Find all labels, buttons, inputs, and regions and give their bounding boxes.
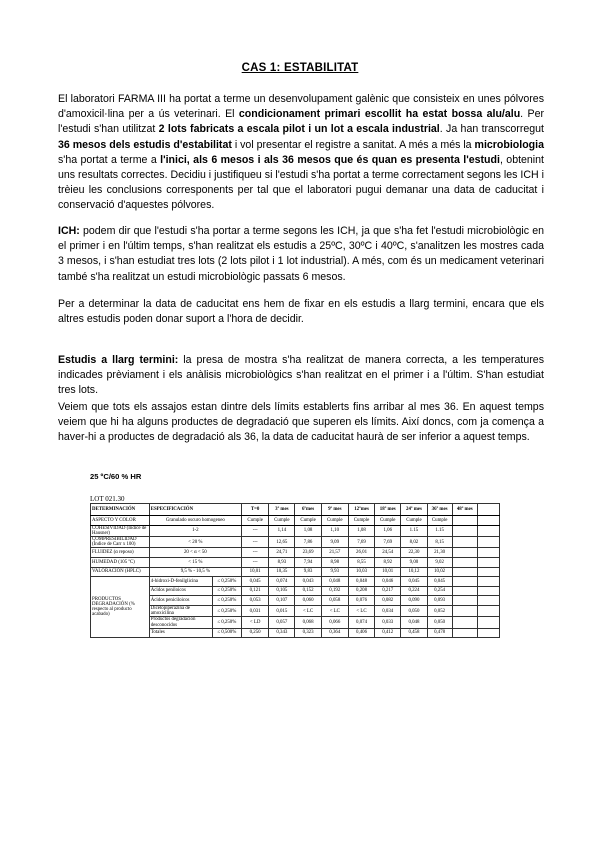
value-cell: 24,71 (269, 548, 295, 558)
value-cell: 10,12 (401, 567, 427, 577)
spacer-cell (477, 567, 499, 577)
value-cell: 0,076 (348, 596, 374, 606)
bold-text: Estudis a llarg termini: (58, 354, 179, 366)
value-cell: Cumple (321, 516, 348, 526)
row-name: FLUIDEZ (α reposo) (91, 548, 150, 558)
value-cell: 0,121 (242, 586, 269, 596)
value-cell: 8,15 (427, 537, 452, 548)
table-caption: 25 ºC/60 % HR (90, 472, 142, 481)
value-cell: 0,107 (269, 596, 295, 606)
value-cell: 0,066 (321, 617, 348, 628)
product-name: Ácidos peniloicos (149, 586, 212, 596)
value-cell: < LC (321, 605, 348, 616)
value-cell: 0,208 (348, 586, 374, 596)
document-title: CAS 1: ESTABILITAT (241, 62, 359, 74)
value-cell (452, 586, 477, 596)
row-spec: 9,5 % - 10,5 % (149, 567, 241, 577)
product-limit: ≤ 0,500% (212, 628, 241, 638)
header-m6: 6ºmes (295, 504, 321, 516)
text: la presa de mostra s'ha realitzat de manera correcta, a les temperatures indicades prèviament i els anàlisis microbiològics s'han realitzat en el primer i a l'últim. S'han estudiat tres lots. (58, 354, 544, 397)
value-cell: 0,045 (427, 577, 452, 587)
paragraph-caducitat: Per a determinar la data de caducitat ens hem de fixar en els estudis a llarg termini, encara que els altres estudis poden donar suport a l'hora de decidir. (58, 298, 544, 326)
value-cell (452, 558, 477, 568)
value-cell (452, 617, 477, 628)
value-cell: Cumple (401, 516, 427, 526)
value-cell: 10,01 (242, 567, 269, 577)
row-name: ASPECTO Y COLOR (91, 516, 150, 526)
value-cell (452, 548, 477, 558)
header-determinacion: DETERMINACIÓN (91, 504, 150, 516)
value-cell: 1,14 (269, 525, 295, 536)
value-cell: 10,01 (375, 567, 401, 577)
header-spacer (477, 504, 499, 516)
value-cell: 0,046 (375, 577, 401, 587)
value-cell (452, 596, 477, 606)
value-cell: 7,94 (295, 558, 321, 568)
table-row (91, 537, 500, 548)
text: , obtenint uns resultats correctes. Decidiu i justifiqueu si l'estudi s'ha portat a terme correctament segons les ICH i trèieu les conclusions corresponents per tal que el laboratori pugui demanar una data de caducitat i conservació d'aquestes pólvores. (58, 153, 544, 212)
spacer-cell (477, 617, 499, 628)
table-row (91, 525, 500, 536)
spacer-cell (477, 605, 499, 616)
table-row (91, 548, 500, 558)
table-row (91, 605, 500, 616)
text: . Per l'estudi s'han utilitzat (58, 108, 544, 136)
paragraph-intro (58, 92, 544, 214)
table-row (91, 617, 500, 628)
value-cell: 8,92 (375, 558, 401, 568)
value-cell: Cumple (427, 516, 452, 526)
value-cell: 0,048 (321, 577, 348, 587)
stability-table (90, 503, 500, 638)
value-cell: 0,323 (295, 628, 321, 638)
row-spec: < 15 % (149, 558, 241, 568)
value-cell: 8,98 (321, 558, 348, 568)
table-body (91, 516, 500, 638)
value-cell: 7,69 (375, 537, 401, 548)
text: podem dir que l'estudi s'ha portar a terme segons les ICH, ja que s'ha fet l'estudi microbiològic en el primer i en l'últim temps, s'han realitzat els estudis a 25ºC, 30ºC i 40ºC, s'analitzen les mostres cada 3 mesos, i s'han estudiat tres lots (2 lots pilot i 1 lot industrial). A més, com és un medicament veterinari també s'ha realitzat un estudi microbiològic passats 6 mesos. (58, 225, 544, 283)
spacer-cell (477, 586, 499, 596)
value-cell: 0,053 (242, 596, 269, 606)
value-cell (452, 525, 477, 536)
value-cell: Cumple (242, 516, 269, 526)
value-cell: 23,69 (295, 548, 321, 558)
value-cell: 0,074 (348, 617, 374, 628)
header-m48: 48º mes (452, 504, 477, 516)
value-cell: 0,068 (295, 617, 321, 628)
spacer-cell (477, 577, 499, 587)
value-cell: 0,052 (427, 605, 452, 616)
value-cell: 1,10 (321, 525, 348, 536)
value-cell: --- (242, 548, 269, 558)
value-cell: 0,031 (242, 605, 269, 616)
product-name: Dicetopiperazina de amoxicilina (149, 605, 212, 616)
header-m24: 24º mes (401, 504, 427, 516)
value-cell: 26,01 (348, 548, 374, 558)
row-name: VALORACIÓN (HPLC) (91, 567, 150, 577)
row-name: COHESIVIDAD (Índice de Hausner) (91, 525, 150, 536)
header-m9: 9º mes (321, 504, 348, 516)
product-limit: ≤ 0,250% (212, 586, 241, 596)
spacer-cell (477, 537, 499, 548)
value-cell (452, 628, 477, 638)
paragraph-llarg-termini (58, 353, 544, 399)
value-cell: < LC (295, 605, 321, 616)
value-cell (452, 537, 477, 548)
value-cell: 0,406 (348, 628, 374, 638)
value-cell: 0,412 (375, 628, 401, 638)
bold-text: l'inici, als 6 mesos i als 36 mesos que és quan es presenta l'estudi (160, 153, 500, 166)
table-header-row (91, 504, 500, 516)
value-cell: 0,093 (427, 596, 452, 606)
value-cell: 21,57 (321, 548, 348, 558)
value-cell: 0,105 (269, 586, 295, 596)
value-cell: 0,045 (401, 577, 427, 587)
table-row (91, 558, 500, 568)
header-especificacion: ESPECIFICACIÓN (149, 504, 241, 516)
value-cell: 10,35 (269, 567, 295, 577)
spacer-cell (477, 596, 499, 606)
value-cell: 0,254 (427, 586, 452, 596)
row-spec: < 20 % (149, 537, 241, 548)
bold-text: 36 mesos dels estudis d'estabilitat (58, 138, 232, 151)
row-spec: 20 < α < 50 (149, 548, 241, 558)
product-name: Ácidos peniciloicos (149, 596, 212, 606)
table-row (91, 596, 500, 606)
text: i vol presentar el registre a sanitat. A més a més la (231, 138, 475, 151)
lot-label: LOT 021.30 (90, 495, 125, 503)
value-cell: 0,060 (295, 596, 321, 606)
spacer-cell (477, 548, 499, 558)
value-cell: --- (242, 537, 269, 548)
value-cell: 0,050 (427, 617, 452, 628)
value-cell: < LD (242, 617, 269, 628)
value-cell: 8,02 (401, 537, 427, 548)
value-cell: Cumple (375, 516, 401, 526)
value-cell: --- (242, 558, 269, 568)
value-cell: 0,057 (269, 617, 295, 628)
bold-text: 2 lots fabricats a escala pilot i un lot a escala industrial (158, 123, 440, 136)
value-cell: 0,048 (401, 617, 427, 628)
product-limit: ≤ 0,250% (212, 577, 241, 587)
table-row (91, 516, 500, 526)
value-cell: 0,224 (401, 586, 427, 596)
value-cell: 1.15 (427, 525, 452, 536)
value-cell: 1.15 (401, 525, 427, 536)
value-cell (452, 567, 477, 577)
table-row (91, 628, 500, 638)
value-cell: 21,30 (427, 548, 452, 558)
row-spec: 1-2 (149, 525, 241, 536)
bold-text: condicionament primari escollit ha estat bossa alu/alu (238, 108, 521, 121)
product-name: Totales (149, 628, 212, 638)
table-row (91, 567, 500, 577)
value-cell: 8,55 (348, 558, 374, 568)
bold-text: microbiologia (474, 138, 544, 151)
header-m3: 3º mes (269, 504, 295, 516)
header-m12: 12ºmes (348, 504, 374, 516)
spacer-cell (477, 516, 499, 526)
value-cell: 0,364 (321, 628, 348, 638)
spacer-cell (477, 558, 499, 568)
value-cell: 9,00 (401, 558, 427, 568)
text: s'ha portat a terme a (58, 153, 161, 166)
product-name: Productos degradación desconocidos (149, 617, 212, 628)
products-group-name: PRODUCTOS DEGRADACIÓN (% respecto al producto acabado) (91, 577, 150, 638)
value-cell: 10,03 (348, 567, 374, 577)
row-name: HUMEDAD (105 ºC) (91, 558, 150, 568)
value-cell: 0,250 (242, 628, 269, 638)
value-cell: 0,050 (401, 605, 427, 616)
paragraph-conclusio: Veiem que tots els assajos estan dintre dels límits establerts fins arribar al mes 36. En aquest temps veiem que hi ha alguns productes de degradació que superen els límits. Així doncs, com ja comença a haver-hi a productes de degradació als 36, la data de caducitat haurà de ser inferior a aquest temps. (58, 401, 544, 444)
value-cell: 24,54 (375, 548, 401, 558)
value-cell: 0,082 (375, 596, 401, 606)
value-cell: 0,192 (321, 586, 348, 596)
value-cell: 0,033 (375, 617, 401, 628)
value-cell (452, 516, 477, 526)
value-cell: 0,043 (295, 577, 321, 587)
value-cell: 9,09 (321, 537, 348, 548)
header-m18: 18º mes (375, 504, 401, 516)
value-cell: 0,090 (401, 596, 427, 606)
value-cell: Cumple (269, 516, 295, 526)
value-cell: Cumple (295, 516, 321, 526)
value-cell: 9,83 (295, 567, 321, 577)
value-cell: 0,458 (401, 628, 427, 638)
value-cell: 1,08 (348, 525, 374, 536)
spacer-cell (477, 628, 499, 638)
row-spec: Granulado oscuro homogeneo (149, 516, 241, 526)
value-cell: --- (242, 525, 269, 536)
row-name: COMPRESIBILIDAD (Índice de Carr x 100) (91, 537, 150, 548)
value-cell: < LC (348, 605, 374, 616)
value-cell: 7,86 (295, 537, 321, 548)
value-cell: 9,93 (321, 567, 348, 577)
value-cell: 0,074 (269, 577, 295, 587)
value-cell: Cumple (348, 516, 374, 526)
value-cell: 0,217 (375, 586, 401, 596)
paragraph-ich (58, 224, 544, 285)
value-cell: 0,152 (295, 586, 321, 596)
value-cell: 0,015 (269, 605, 295, 616)
value-cell: 0,343 (269, 628, 295, 638)
value-cell: 0,478 (427, 628, 452, 638)
product-name: 4-hidroxi-D-fenilglicina (149, 577, 212, 587)
value-cell: 10,02 (427, 567, 452, 577)
bold-text: ICH: (58, 225, 80, 237)
value-cell: 9,02 (427, 558, 452, 568)
value-cell: 22,30 (401, 548, 427, 558)
spacer-cell (477, 525, 499, 536)
value-cell: 0,058 (321, 596, 348, 606)
value-cell: 1,06 (375, 525, 401, 536)
value-cell: 8,93 (269, 558, 295, 568)
value-cell: 1,08 (295, 525, 321, 536)
value-cell: 12,65 (269, 537, 295, 548)
table-row (91, 586, 500, 596)
product-limit: ≤ 0,250% (212, 617, 241, 628)
value-cell: 7,69 (348, 537, 374, 548)
table-row (91, 577, 500, 587)
value-cell: 0,048 (348, 577, 374, 587)
value-cell: 0,045 (242, 577, 269, 587)
value-cell (452, 577, 477, 587)
text: . Ja han transcorregut (439, 123, 544, 136)
value-cell (452, 605, 477, 616)
product-limit: ≤ 0,250% (212, 605, 241, 616)
header-t0: T=0 (242, 504, 269, 516)
product-limit: ≤ 0,250% (212, 596, 241, 606)
value-cell: 0,034 (375, 605, 401, 616)
text: El laboratori FARMA III ha portat a terme un desenvolupament galènic que consisteix en unes pólvores d'amoxicil·lina per a ús veterinari. El (58, 93, 544, 121)
header-m36: 36º mes (427, 504, 452, 516)
